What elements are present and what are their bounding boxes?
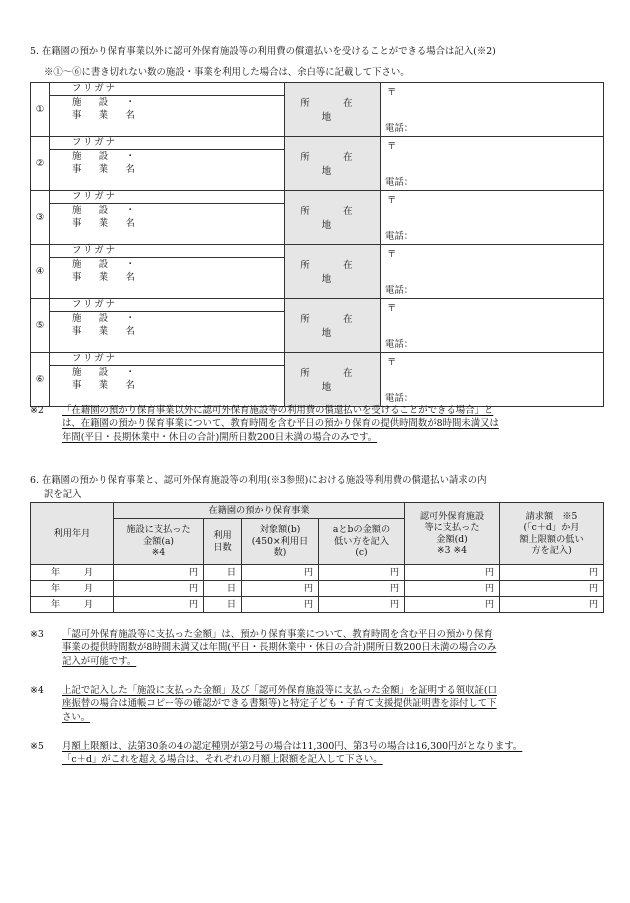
year-label: 年 [50,582,60,594]
section5-subnote: ※①～⑥に書き切れない数の施設・事業を利用した場合は、余白等に記載して下さい。 [44,67,410,78]
usage-month-cell[interactable] [31,597,114,613]
facility-name-field[interactable] [50,96,285,137]
header-line: 等に支払った [424,522,480,533]
phone-label: 電話： [385,123,414,134]
note2-mark: ※2 [30,405,44,416]
furigana-label: フリガナ [72,137,118,148]
furigana-label: フリガナ [72,299,118,310]
facility-name-label: 施 設 ・ [72,313,139,324]
footnote-line: 月額上限額は、法第30条の4の認定種別が第2号の場合は11,300円、第3号の場合は16,300円がとなります。 [62,741,523,752]
address-field[interactable] [381,245,604,299]
header-line: ※3 ※4 [436,545,467,556]
usage-month-cell[interactable] [31,581,114,597]
furigana-field[interactable] [50,191,285,204]
claim-amount-cell[interactable]: 円 [500,581,604,597]
header-line: 低い方を記入 [333,535,390,547]
header-paid-a [114,519,204,565]
phone-label: 電話： [385,339,414,350]
address-field[interactable] [381,137,604,191]
facility-name-label: 事 業 名 [72,218,139,229]
header-line: ※4 [151,547,166,559]
header-line: (「c＋d」か月 [523,522,580,533]
facility-row-number: ② [31,137,50,191]
header-line: 金額(a) [142,535,175,547]
facility-name-label: 施 設 ・ [72,259,139,270]
header-days [204,519,242,565]
claim-amount-cell[interactable]: 円 [500,565,604,581]
location-label: 所 在 地 [285,137,381,191]
header-line: 請求額 ※5 [525,510,578,522]
furigana-label: フリガナ [72,353,118,364]
facility-row-number: ⑥ [31,353,50,407]
facility-name-field[interactable] [50,366,285,407]
postal-mark: 〒 [387,195,397,206]
furigana-label: フリガナ [72,83,118,94]
facility-row-number: ④ [31,245,50,299]
header-line: 利用 [213,530,232,541]
header-line: 日数 [213,541,232,553]
location-label: 所 在 地 [285,353,381,407]
amount-b-cell[interactable]: 円 [242,597,319,613]
furigana-label: フリガナ [72,191,118,202]
section5-title: 5. 在籍園の預かり保育事業以外に認可外保育施設等の利用費の償還払いを受けることができる場合は記入(※2) [30,46,496,57]
header-line: 方を記入) [531,545,572,556]
footnote-line: 「認可外保育施設等に支払った金額」は、預かり保育事業について、教育時間を含む平日の預かり保育 [62,629,493,640]
year-label: 年 [50,566,60,578]
header-line: 対象額(b) [259,524,301,536]
footnote-mark: ※5 [30,741,44,752]
facility-name-label: 施 設 ・ [72,151,139,162]
footnote-text [62,740,607,767]
footnote-line: 上記で記入した「施設に支払った金額」及び「認可外保育施設等に支払った金額」を証明する領収証(口 [62,685,497,696]
furigana-label: フリガナ [72,245,118,256]
header-line: aとbの金額の [332,524,391,536]
facility-name-label: 施 設 ・ [72,205,139,216]
footnote-text [62,628,607,668]
facility-name-field[interactable] [50,258,285,299]
facility-name-label: 施 設 ・ [72,97,139,108]
header-paid-d [405,503,500,565]
header-line: (450×利用日 [251,535,309,547]
amount-d-cell[interactable]: 円 [405,581,500,597]
footnote-line: さい。 [62,711,91,723]
section6-title: 6. 在籍園の預かり保育事業と、認可外保育施設等の利用(※3参照)における施設等利用費の償還払い請求の内 [30,475,487,486]
footnote-mark: ※4 [30,685,44,696]
facility-name-field[interactable] [50,312,285,353]
section6-title-cont: 訳を記入 [44,489,82,500]
amount-c-cell[interactable]: 円 [319,565,405,581]
facility-name-label: 施 設 ・ [72,367,139,378]
facility-name-label: 事 業 名 [72,164,139,175]
phone-label: 電話： [385,231,414,242]
header-kindergarten-group: 在籍園の預かり保育事業 [114,503,405,519]
amount-c-cell[interactable]: 円 [319,581,405,597]
postal-mark: 〒 [387,303,397,314]
month-label: 月 [84,582,94,594]
address-field[interactable] [381,83,604,137]
amount-b-cell[interactable]: 円 [242,581,319,597]
amount-d-cell[interactable]: 円 [405,565,500,581]
footnote-line: 記入が可能です。 [62,655,137,667]
header-usage-month: 利用年月 [31,503,114,565]
header-line: 施設に支払った [126,524,191,536]
furigana-field[interactable] [50,299,285,312]
postal-mark: 〒 [387,141,397,152]
facility-row-number: ③ [31,191,50,245]
footnote-line: 「c＋d」がこれを超える場合は、それぞれの月額上限額を記入して下さい。 [62,754,383,766]
note2-line: 年間(平日・長期休業中・休日の合計)開所日数200日未満の場合のみです。 [62,431,378,443]
header-line: 額上限額の低い [519,533,584,545]
facility-name-label: 事 業 名 [72,272,139,283]
amount-b-cell[interactable]: 円 [242,565,319,581]
header-line: (c) [355,547,368,559]
header-line: 金額(d) [436,533,468,545]
address-field[interactable] [381,353,604,407]
header-line: 認可外保育施設 [419,510,485,522]
footnote-text [62,684,607,724]
postal-mark: 〒 [387,357,397,368]
month-label: 月 [84,598,94,610]
furigana-field[interactable] [50,353,285,366]
footnote-line: 事業の提供時間数が8時間未満又は年間(平日・長期休業中・休日の合計)開所日数200日未満の場合のみ [62,642,497,654]
amount-d-cell[interactable]: 円 [405,597,500,613]
facility-name-label: 事 業 名 [72,110,139,121]
amount-a-cell[interactable]: 円 [114,565,204,581]
location-label: 所 在 地 [285,245,381,299]
month-label: 月 [84,566,94,578]
amount-a-cell[interactable]: 円 [114,581,204,597]
location-label: 所 在 地 [285,83,381,137]
address-field[interactable] [381,191,604,245]
address-field[interactable] [381,299,604,353]
claim-amount-cell[interactable]: 円 [500,597,604,613]
header-claim [500,503,604,565]
note2-line: は、在籍園の預かり保育事業について、教育時間を含む平日の預かり保育の提供時間数が8時間未満又は [62,418,499,430]
facility-row-number: ⑤ [31,299,50,353]
facility-name-field[interactable] [50,150,285,191]
header-target-b [242,519,319,565]
location-label: 所 在 地 [285,191,381,245]
facility-table [30,82,604,407]
footnote-line: 座振替の場合は通帳コピー等の確認ができる書類等)と特定子ども・子育て支援提供証明書を添付して下 [62,698,497,710]
phone-label: 電話： [385,393,414,404]
usage-month-cell[interactable] [31,565,114,581]
amount-a-cell[interactable]: 円 [114,597,204,613]
days-cell[interactable]: 日 [204,581,242,597]
note2-line: 「在籍園の預かり保育事業以外に認可外保育施設等の利用費の償還払いを受けることができる場合」と [62,405,494,416]
header-line: 数) [273,547,287,559]
days-cell[interactable]: 日 [204,597,242,613]
note2-text [62,404,607,444]
header-lower-c [319,519,405,565]
footnote-mark: ※3 [30,629,44,640]
phone-label: 電話： [385,177,414,188]
furigana-field[interactable] [50,137,285,150]
facility-name-label: 事 業 名 [72,380,139,391]
facility-row-number: ① [31,83,50,137]
furigana-field[interactable] [50,245,285,258]
phone-label: 電話： [385,285,414,296]
furigana-field[interactable] [50,83,285,96]
facility-name-label: 事 業 名 [72,326,139,337]
postal-mark: 〒 [387,87,397,98]
claim-table [30,502,604,613]
days-cell[interactable]: 日 [204,565,242,581]
postal-mark: 〒 [387,249,397,260]
amount-c-cell[interactable]: 円 [319,597,405,613]
year-label: 年 [50,598,60,610]
location-label: 所 在 地 [285,299,381,353]
facility-name-field[interactable] [50,204,285,245]
